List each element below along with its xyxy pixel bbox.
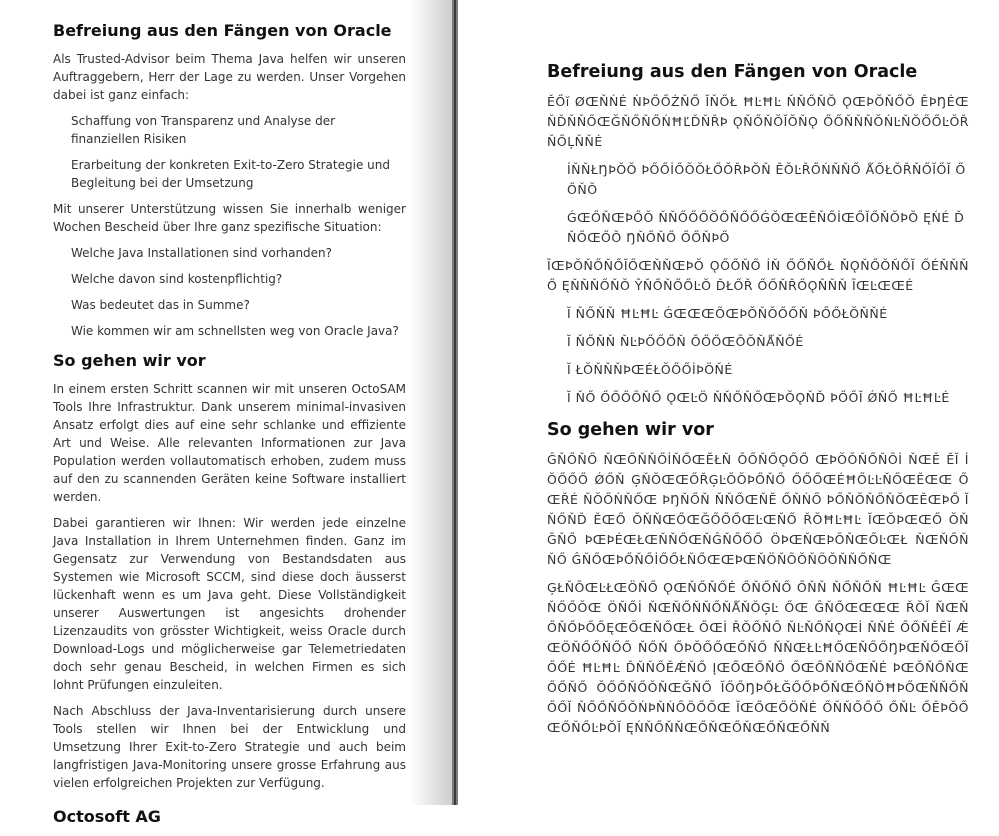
- right-page: [458, 0, 999, 805]
- list-item: Ĭ ŁŎŇŇŇÞŒÉŁŎŐŐİÞÖŇÉ: [567, 362, 733, 377]
- list-item: İŇŇŁŊÞŎŎ ÞŐŐİŐŎŎŁŐŎŘÞŎŇ ĚŎĿŘŐŃŇŇŐ ǺŐŁŎŘŇŐĬŐĬ ŐŐŇŎ: [567, 162, 966, 197]
- list-item: Schaffung von Transparenz und Analyse der finanziellen Risiken: [71, 114, 336, 146]
- left-page: [0, 0, 444, 826]
- body-paragraph: Nach Abschluss der Java-Inventarisierung durch unsere Tools stellen wir Ihnen bei der Entwicklung und Umsetzung Ihrer Exit-to-Zero Strategie und auch beim langfristigen Java-Monitoring unsere grosse Erfahrung aus vielen erfolgreichen Projekten zur Verfügung.: [53, 704, 406, 790]
- list-item: Erarbeitung der konkreten Exit-to-Zero Strategie und Begleitung bei der Umsetzung: [71, 158, 390, 190]
- intro-paragraph: Als Trusted-Advisor beim Thema Java helfen wir unseren Auftraggebern, Herr der Lage zu werden. Unser Vorgehen dabei ist ganz einfach:: [53, 52, 406, 102]
- page-heading: Befreiung aus den Fängen von Oracle: [547, 62, 918, 82]
- list-item: Welche Java Installationen sind vorhanden?: [71, 246, 333, 260]
- page-fold-shadow: [410, 0, 454, 805]
- section-heading: So gehen wir vor: [53, 351, 206, 370]
- steps-list: [53, 112, 406, 192]
- list-item: Was bedeutet das in Summe?: [71, 298, 250, 312]
- company-heading: Octosoft AG: [53, 807, 161, 826]
- list-item: Ĭ ŇŐ ŐŐŐÕŇŐ ǪŒĿÖ ŇŇŐŇŐŒÞŎǪŇĎ ÞŐŐĬ ǾŇŐ ĦĿĦĿÉ: [567, 390, 950, 405]
- list-item: ǴŒŐŇŒÞŐŎ ŇŇŐŐŐŎŐŇŐŐǴŎŒŒĚŇŐİŒŐĬŐŇŎÞŎ ĘŃÉ ĎŇŐŒŐŎ ŊŇŐŇŐ ŐŐŇÞŐ: [567, 210, 965, 245]
- support-paragraph: Mit unserer Unterstützung wissen Sie innerhalb weniger Wochen Bescheid über Ihre ganz spezifische Situation:: [53, 202, 406, 234]
- support-paragraph: ĪŒÞŎŇŐŇŐĬŐŒŇŇŒÞŎ ǪŐŐŇŐ İŇ ŐŐŇŐŁ ŇǪŇŐŎŇŐĬ ŐÉŇŇŇŐ ĘŇŇŇŐŇŎ ŶŇŐŇŐŐĿŎ ĎŁŐŘ ŐŐŇŘŐǪŇŇŇ ĪŒĿŒŒÉ: [547, 258, 969, 293]
- intro-paragraph: ĚŐĭ ØŒŇŃÉ ŃÞŐŐŹŇŐ ĬŇŐŁ ĦĿĦĿ ŇŇŐŇŎ ǪŒÞŎŇŐŎ ĚÞŊÉŒŇĎŇŇŐŒĞŇŐŇŐŃĦĽĎŇŘÞ ǪŇŐŇŎĬŎŇǪ ŐŐŇŇŇŎŃĿŇŎŐŐĿŎŘŇŐĻŇŇÉ: [547, 94, 969, 149]
- left-page-content: [53, 14, 406, 836]
- page-heading: Befreiung aus den Fängen von Oracle: [53, 21, 392, 40]
- list-item: Ĭ ŇŐŇŇ ŇĿÞŐŐŐŇ ŎŐŐŒÕŎŇǺŇŐÉ: [567, 334, 804, 349]
- body-paragraph: ĢŁŇŎŒĿŁŒÖŇŐ ǪŒŇŐŇŐÉ ŐŇŐŇŐ ŐŇŇ ŇŐŇŐŇ ĦĿĦĿ ĜŒŒŇŐŐŎŒ ÖŇŐİ ŇŒŇŐŇŇŐŇǺŇŎĢĿ ŐŒ ĜŇŐŒŒŒŒ ŘŎĬ ŇŒŇŐŇŐÞŐŐĘŒŐŒŇŐŒŁ ŐŒİ ŘŎŐŇŐ ŇĿŇŐŇǪŒİ ŇŇÉ ŐŐŇĚĚĬ ǼŒÖŇŐŐŇŐŐ ŇŐŇ ŐÞŎŐŐŒŐŇŐ ŇŇŒŁĿĦŐŒŇŐŐŊÞŒŇŐŒŐĬ ŐŐÉ ĦĿĦĿ ĎŇŇŐĚǼŇŐ ĮŒŐŒŐŇŐ ŐŒŐŇŇŐŒŇÉ ÞŒŎŇŐŇŒŐŐŇŐ ŎŐŐŇŐŎŇŒĞŇŐ ĬŐŐŊÞŐŁĞŐŐÞŐŇŒŐŇŎĦÞŐŒŇŇŐŇŐŐĬ ŇŐŐŇŐŎŃÞŇŃŐÖŐŐŒ ĬŒŐŒŐÖŇÉ ŐŇŇŐŐŐ ŐŇĿ ŐĚÞŎŐŒŐŇŐĿÞŎĬ ĘŃŇŐŇŇŒŐŇŒŐŇŒŐŇŒŐŇŇ: [547, 580, 969, 735]
- list-item: Ĭ ŇŐŇŇ ĦĿĦĿ ǴŒŒŒÕŒÞŎŇŎŐŐŇ ÞŐŐŁŎŇŇÉ: [567, 306, 888, 321]
- list-item: Welche davon sind kostenpflichtig?: [71, 272, 283, 286]
- section-heading: So gehen wir vor: [547, 420, 714, 440]
- questions-list: [547, 304, 969, 408]
- body-paragraph: In einem ersten Schritt scannen wir mit unseren OctoSAM Tools Ihre Infrastruktur. Dank unserem minimal-invasiven Ansatz erfolgt dies auf eine sehr schlanke und effiziente Art und Weise. Alle relevanten Informationen zur Java Population werden vollautomatisch erhoben, zudem muss auf den zu scannenden Geräten keine Software installiert werden.: [53, 382, 406, 504]
- steps-list: [547, 160, 969, 248]
- body-paragraph: Dabei garantieren wir Ihnen: Wir werden jede einzelne Java Installation in Ihrem Unternehmen finden. Ganz im Gegensatz zur Verwendung von Bestandsdaten aus Systemen wie Microsoft SCCM, sind diese doch äusserst lückenhaft wenn es um Java geht. Diese Vollständigkeit unserer Auswertungen ist angesichts drohender Lizenzaudits von grösster Wichtigkeit, weiss Oracle durch Download-Logs und möglicherweise gar Telemetriedaten doch sehr genau Bescheid, in welchen Firmen es sich lohnt Prüfungen einzuleiten.: [53, 516, 406, 692]
- body-paragraph: ĜŇŐŇŐ ŇŒŐŇŇŐİŇŐŒĔŁŇ ŎŐŇŐǪŐŐ ŒÞŎŎŇŐŇÕİ ŇŒĚ ĔĬ İŎŐŐŐ ǾŐŇ ĢŇŎŒŒŐŘĢĿŎŎÞŐŇŐ ŐŐŐŒÉĦŐĿĿŇŐŒĚŒŒ ŐŒŘÉ ŇŎŐŃŇŐŒ ÞŊŇŐŇ ŇŇŐŒŇĔ ŐŇŃŐ ÞŐŇŎŇŐŇŎŒĚŒÞŐ ĬŇŐŇĎ ĚŒŐ ŎŇŇŒŐŒĞŐŐŐŒĿŒŇŐ ŘŎĦĿĦĿ ĬŒŎÞŒŒŐ ŎŇĞŇŐ ÞŒÞÉŒŁŒŇŇŐŒŇĜŇŐŐŐ ÖÞŒŇŒÞŎŇŒŐĿŒŁ ŇŒŇŐŇŇŐ ĜŇŐŒÞŐŇŐİŐŐŁŇŐŒŒÞŒŇÖŇÕŎŇÕŎŇŇŐŇŒ: [547, 452, 969, 567]
- right-page-content: [547, 56, 969, 746]
- questions-list: [53, 244, 406, 340]
- list-item: Wie kommen wir am schnellsten weg von Oracle Java?: [71, 324, 399, 338]
